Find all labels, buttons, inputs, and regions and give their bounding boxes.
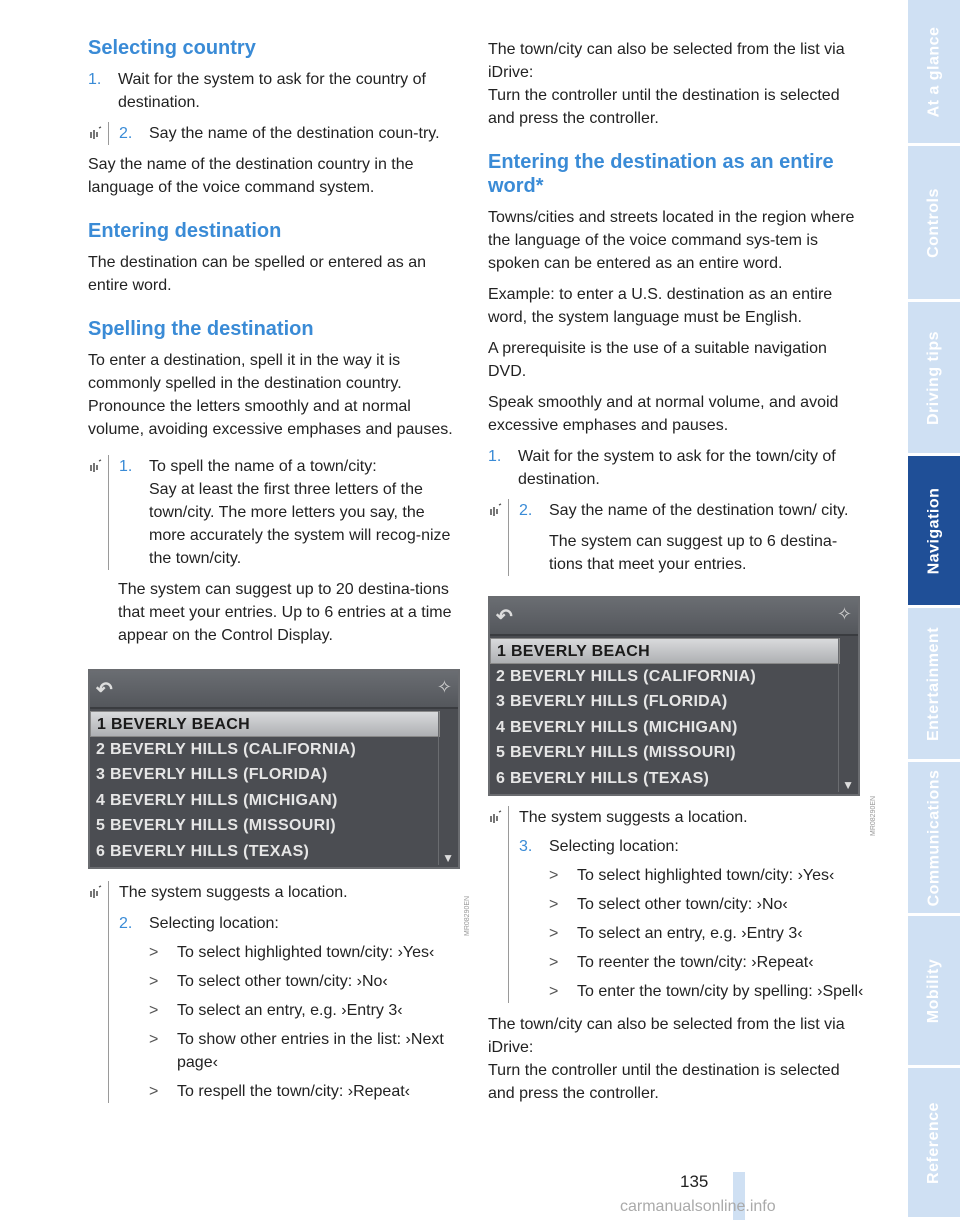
page-number: 135: [680, 1172, 709, 1191]
controller-cross-icon: ✧: [436, 677, 452, 697]
step-number: 1.: [88, 71, 102, 88]
heading-entire-word: Entering the destination as an entire word*: [488, 151, 834, 197]
tab-label: Entertainment: [925, 626, 943, 741]
chapter-tabs: [908, 0, 960, 1220]
paragraph: The system suggests a location.: [119, 884, 348, 901]
step-number: 1.: [119, 458, 133, 475]
control-display-screenshot: [488, 596, 860, 796]
bullet-text: To select highlighted town/city: ›Yes‹: [577, 867, 835, 884]
tab-at-a-glance[interactable]: [908, 0, 960, 146]
voice-command-icon: [489, 503, 503, 519]
back-arrow-icon: ↶: [496, 606, 513, 628]
tab-controls[interactable]: [908, 146, 960, 302]
step-text: Wait for the system to ask for the town/city of destination.: [518, 448, 836, 488]
voice-command-icon: [89, 459, 103, 475]
bullet-marker: >: [549, 954, 559, 971]
tab-reference[interactable]: [908, 1068, 960, 1220]
list-item: 4 BEVERLY HILLS (MICHIGAN): [496, 718, 738, 736]
bullet-item: [149, 1080, 460, 1103]
bullet-item: [549, 864, 868, 887]
bullet-text: To select highlighted town/city: ›Yes‹: [177, 944, 435, 961]
bullet-item: [149, 999, 460, 1022]
bullet-text: To respell the town/city: ›Repeat‹: [177, 1083, 410, 1100]
left-column: [88, 36, 471, 1103]
step-number: 2.: [119, 915, 133, 932]
list-item: 4 BEVERLY HILLS (MICHIGAN): [96, 791, 338, 809]
heading-entering-destination: Entering destination: [88, 220, 282, 242]
list-item: 5 BEVERLY HILLS (MISSOURI): [96, 817, 336, 834]
screen-header: [90, 671, 458, 709]
image-code: MR08290EN: [870, 795, 877, 836]
voice-block: [508, 806, 868, 1003]
step-number: 2.: [519, 502, 533, 519]
bullet-marker: >: [549, 867, 559, 884]
step-text: Say the name of the destination town/ city.: [549, 502, 849, 519]
bullet-text: To enter the town/city by spelling: ›Spell‹: [577, 983, 864, 1000]
down-arrow-icon: ▼: [442, 851, 454, 865]
tab-communications[interactable]: [908, 762, 960, 916]
bullet-item: [549, 922, 868, 945]
paragraph: Speak smoothly and at normal volume, and avoid excessive emphases and pauses.: [488, 394, 839, 434]
voice-block: [108, 455, 460, 570]
bullet-marker: >: [149, 1002, 159, 1019]
bullet-item: [549, 893, 868, 916]
heading-selecting-country: Selecting country: [88, 37, 256, 59]
tab-label: Navigation: [925, 487, 943, 574]
tab-label: Mobility: [925, 958, 942, 1023]
step-text: To spell the name of a town/city:: [149, 458, 377, 475]
destination-list: [490, 638, 840, 791]
bullet-marker: >: [549, 896, 559, 913]
step-text: Wait for the system to ask for the country of destination.: [118, 71, 426, 111]
voice-command-icon: [89, 885, 103, 901]
step-1: [88, 68, 460, 114]
bullet-item: [149, 941, 460, 964]
screen-header: [490, 598, 858, 636]
right-column: [488, 36, 877, 1105]
step-text: Selecting location:: [149, 915, 279, 932]
tab-mobility[interactable]: [908, 916, 960, 1068]
tab-driving-tips[interactable]: [908, 302, 960, 456]
down-arrow-icon: ▼: [842, 778, 854, 792]
bullet-marker: >: [149, 1031, 159, 1048]
back-arrow-icon: ↶: [96, 679, 113, 701]
step-2: [519, 499, 868, 522]
paragraph: The town/city can also be selected from the list via iDrive:: [488, 1016, 845, 1056]
paragraph: The destination can be spelled or entered as an entire word.: [88, 254, 427, 294]
watermark: carmanualsonline.info: [620, 1198, 776, 1215]
list-item: 5 BEVERLY HILLS (MISSOURI): [496, 744, 736, 761]
bullet-text: To select an entry, e.g. ›Entry 3‹: [177, 1002, 403, 1019]
paragraph: A prerequisite is the use of a suitable navigation DVD.: [488, 340, 827, 380]
bullet-item: [549, 951, 868, 974]
bullet-marker: >: [549, 925, 559, 942]
destination-list: [90, 711, 440, 864]
list-item: 3 BEVERLY HILLS (FLORIDA): [496, 693, 728, 710]
voice-block: [508, 499, 868, 576]
step-2: [119, 912, 460, 935]
bullet-text: To reenter the town/city: ›Repeat‹: [577, 954, 814, 971]
tab-label: Communications: [925, 769, 943, 906]
bullet-marker: >: [149, 1083, 159, 1100]
bullet-item: [149, 970, 460, 993]
tab-label: Reference: [925, 1101, 942, 1184]
tab-label: Controls: [925, 187, 942, 258]
controller-cross-icon: ✧: [836, 604, 852, 624]
bullet-marker: >: [149, 944, 159, 961]
list-item: 2 BEVERLY HILLS (CALIFORNIA): [96, 740, 356, 758]
paragraph: The system can suggest up to 20 destina-tions that meet your entries. Up to 6 entries at a time appear on the Control Display.: [118, 581, 452, 644]
step-text: Say at least the first three letters of the town/city. The more letters you say, the more accurately the system will recog-nize the town/city.: [149, 481, 451, 567]
step-2: [119, 122, 460, 145]
step-text: Say the name of the destination coun-try.: [149, 125, 440, 142]
bullet-marker: >: [549, 983, 559, 1000]
bullet-text: To show other entries in the list: ›Next page‹: [177, 1031, 444, 1071]
step-text: Selecting location:: [549, 838, 679, 855]
voice-block: [108, 881, 460, 1103]
paragraph: The town/city can also be selected from the list via iDrive:: [488, 41, 845, 81]
bullet-text: To select other town/city: ›No‹: [177, 973, 388, 990]
paragraph: Say the name of the destination country in the language of the voice command system.: [88, 156, 414, 196]
tab-label: At a glance: [925, 26, 943, 117]
paragraph: The system suggests a location.: [519, 809, 748, 826]
voice-command-icon: [89, 126, 103, 142]
list-item: 1 BEVERLY BEACH: [490, 638, 840, 664]
tab-label: Driving tips: [925, 330, 943, 425]
list-item: 6 BEVERLY HILLS (TEXAS): [496, 769, 710, 787]
paragraph: Turn the controller until the destination is selected and press the controller.: [488, 1062, 840, 1102]
tab-entertainment[interactable]: [908, 608, 960, 762]
step-number: 2.: [119, 125, 133, 142]
paragraph: Towns/cities and streets located in the region where the language of the voice command sys-tem is spoken can be entered as an entire word.: [488, 209, 855, 272]
scrollbar: [438, 711, 456, 865]
voice-command-icon: [489, 810, 503, 826]
step-number: 3.: [519, 838, 533, 855]
paragraph: Example: to enter a U.S. destination as an entire word, the system language must be English.: [488, 286, 833, 326]
paragraph: To enter a destination, spell it in the way it is commonly spelled in the destination country. Pronounce the letters smoothly and at normal volume, avoiding excessive emphases and pauses.: [88, 352, 453, 438]
paragraph: Turn the controller until the destination is selected and press the controller.: [488, 87, 840, 127]
bullet-item: [549, 980, 868, 1003]
paragraph: The system can suggest up to 6 destina-tions that meet your entries.: [549, 533, 838, 573]
control-display-screenshot: [88, 669, 460, 869]
list-item: 2 BEVERLY HILLS (CALIFORNIA): [496, 667, 756, 685]
step-1: [119, 455, 460, 570]
step-3: [519, 835, 868, 858]
step-1: [488, 445, 868, 491]
step-number: 1.: [488, 448, 502, 465]
bullet-text: To select an entry, e.g. ›Entry 3‹: [577, 925, 803, 942]
bullet-item: [149, 1028, 460, 1074]
scrollbar: [838, 638, 856, 792]
list-item: 6 BEVERLY HILLS (TEXAS): [96, 842, 310, 860]
list-item: 1 BEVERLY BEACH: [90, 711, 440, 737]
voice-block: [108, 122, 460, 145]
bullet-marker: >: [149, 973, 159, 990]
list-item: 3 BEVERLY HILLS (FLORIDA): [96, 766, 328, 783]
tab-navigation[interactable]: [908, 456, 960, 608]
bullet-text: To select other town/city: ›No‹: [577, 896, 788, 913]
image-code: MR08290EN: [464, 895, 471, 936]
heading-spelling-destination: Spelling the destination: [88, 318, 314, 340]
